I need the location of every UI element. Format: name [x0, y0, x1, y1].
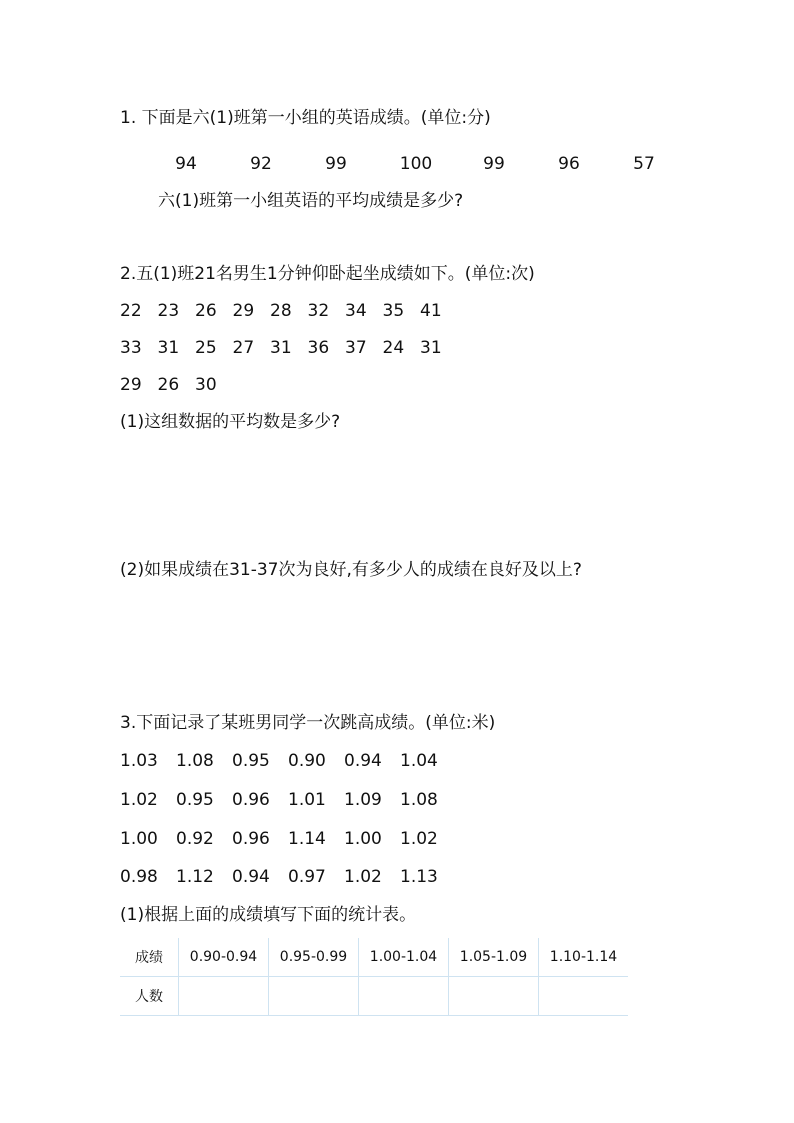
- q3-value: 1.12: [176, 867, 214, 887]
- q2-value: 34: [345, 301, 367, 321]
- q2-value: 23: [157, 301, 180, 321]
- q3-value: 1.09: [344, 790, 382, 810]
- q2-value: 31: [270, 338, 292, 358]
- count-answer-cell[interactable]: [269, 977, 359, 1016]
- q2-value: 29: [120, 375, 142, 395]
- q2-title: 2.五(1)班21名男生1分钟仰卧起坐成绩如下。(单位:次): [120, 264, 535, 284]
- q2-value: 25: [195, 338, 217, 358]
- q3-value: 0.94: [232, 867, 270, 887]
- q1-score: 100: [399, 154, 433, 174]
- q3-sub1: (1)根据上面的成绩填写下面的统计表。: [120, 905, 417, 925]
- q3-data-row: [120, 751, 456, 771]
- range-cell: 0.95-0.99: [269, 938, 359, 977]
- q1-score: 99: [483, 154, 505, 174]
- q1-question: 六(1)班第一小组英语的平均成绩是多少?: [158, 191, 464, 211]
- q3-value: 0.96: [232, 829, 270, 849]
- q2-value: 27: [232, 338, 255, 358]
- q3-value: 0.97: [288, 867, 326, 887]
- q2-data-row: [120, 301, 458, 321]
- q3-data-row: [120, 867, 456, 887]
- statistics-table: [120, 938, 628, 1016]
- q3-value: 0.94: [344, 751, 382, 771]
- q3-value: 0.90: [288, 751, 326, 771]
- q2-sub1: (1)这组数据的平均数是多少?: [120, 412, 341, 432]
- q1-score: 94: [175, 154, 197, 174]
- q3-value: 1.08: [176, 751, 214, 771]
- q3-data-row: [120, 829, 456, 849]
- q3-value: 1.00: [344, 829, 382, 849]
- q2-value: 31: [157, 338, 180, 358]
- q3-title: 3.下面记录了某班男同学一次跳高成绩。(单位:米): [120, 713, 496, 733]
- count-answer-cell[interactable]: [539, 977, 629, 1016]
- q3-data-row: [120, 790, 456, 810]
- q2-value: 30: [195, 375, 217, 395]
- q2-sub2: (2)如果成绩在31-37次为良好,有多少人的成绩在良好及以上?: [120, 560, 582, 580]
- q3-value: 1.02: [344, 867, 382, 887]
- q3-value: 0.95: [232, 751, 270, 771]
- range-cell: 1.00-1.04: [359, 938, 449, 977]
- table-row: [120, 938, 628, 977]
- q2-value: 28: [270, 301, 292, 321]
- q1-score: 57: [633, 154, 655, 174]
- q1-score: 99: [325, 154, 347, 174]
- table-row-label: 成绩: [120, 938, 179, 977]
- q3-value: 1.02: [400, 829, 438, 849]
- q2-value: 29: [232, 301, 255, 321]
- q1-score: 92: [250, 154, 272, 174]
- q3-value: 1.01: [288, 790, 326, 810]
- q2-value: 26: [195, 301, 217, 321]
- q3-value: 1.00: [120, 829, 158, 849]
- q3-value: 1.08: [400, 790, 438, 810]
- q3-value: 1.04: [400, 751, 438, 771]
- q3-value: 0.92: [176, 829, 214, 849]
- q2-data-row: [120, 375, 233, 395]
- table-row: [120, 977, 628, 1016]
- range-cell: 0.90-0.94: [179, 938, 269, 977]
- q3-value: 1.02: [120, 790, 158, 810]
- q2-value: 31: [420, 338, 442, 358]
- q2-value: 32: [307, 301, 330, 321]
- q2-value: 37: [345, 338, 367, 358]
- q2-data-row: [120, 338, 458, 358]
- q2-value: 33: [120, 338, 142, 358]
- q1-score: 96: [558, 154, 580, 174]
- count-answer-cell[interactable]: [359, 977, 449, 1016]
- table-row-label: 人数: [120, 977, 179, 1016]
- q3-value: 0.98: [120, 867, 158, 887]
- q3-value: 1.13: [400, 867, 438, 887]
- count-answer-cell[interactable]: [449, 977, 539, 1016]
- q2-value: 22: [120, 301, 142, 321]
- q3-value: 0.96: [232, 790, 270, 810]
- q2-value: 35: [382, 301, 405, 321]
- q2-value: 36: [307, 338, 330, 358]
- count-answer-cell[interactable]: [179, 977, 269, 1016]
- q3-value: 0.95: [176, 790, 214, 810]
- q2-value: 26: [157, 375, 180, 395]
- q2-value: 24: [382, 338, 405, 358]
- range-cell: 1.05-1.09: [449, 938, 539, 977]
- q2-value: 41: [420, 301, 442, 321]
- range-cell: 1.10-1.14: [539, 938, 629, 977]
- q1-title: 1. 下面是六(1)班第一小组的英语成绩。(单位:分): [120, 108, 491, 128]
- q3-value: 1.03: [120, 751, 158, 771]
- q3-value: 1.14: [288, 829, 326, 849]
